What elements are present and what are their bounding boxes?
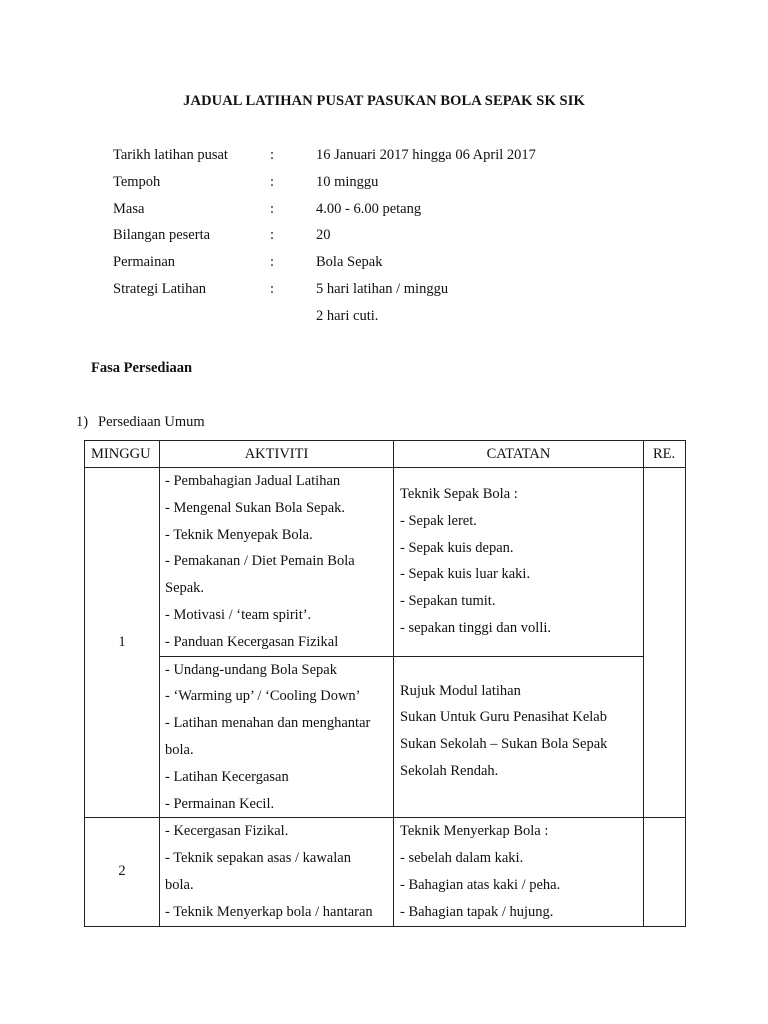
week-cell: 1 [85,468,160,818]
table-header-row [85,441,686,468]
note-line: Sukan Sekolah – Sukan Bola Sepak [400,736,608,753]
info-value: 16 Januari 2017 hingga 06 April 2017 [316,147,536,163]
notes-cell [394,468,644,657]
document-title: JADUAL LATIHAN PUSAT PASUKAN BOLA SEPAK SK SIK [183,93,585,109]
note-line: - Bahagian atas kaki / peha. [400,876,561,893]
note-line: - Sepakan tumit. [400,593,496,610]
note-line: - Sepak kuis luar kaki. [400,566,531,583]
note-line: Teknik Menyerkap Bola : [400,823,549,840]
info-value: 10 minggu [316,173,379,190]
info-value: 2 hari cuti. [316,307,379,324]
activity-line: - Mengenal Sukan Bola Sepak. [165,499,346,516]
section-heading: Fasa Persediaan [91,360,193,376]
activity-line: - Undang-undang Bola Sepak [165,661,337,678]
note-line: - sebelah dalam kaki. [400,850,524,867]
table-row [85,818,686,926]
activity-line: - Pembahagian Jadual Latihan [165,473,341,489]
activity-line: - Latihan menahan dan menghantar [165,715,371,732]
activity-line: Sepak. [165,580,205,597]
week-cell: 2 [85,818,160,926]
info-value: 5 hari latihan / minggu [316,280,449,297]
note-line: - sepakan tinggi dan volli. [400,619,552,636]
remarks-cell [644,818,686,926]
activity-line: bola. [165,876,194,893]
note-line: Rujuk Modul latihan [400,682,521,699]
header-aktiviti: AKTIVITI [160,441,394,468]
activities-cell [160,656,394,818]
activity-line: - Kecergasan Fizikal. [165,823,289,840]
sub-heading-text: Persediaan Umum [98,414,205,430]
activities-cell [160,818,394,926]
remarks-cell [644,468,686,818]
info-colon: : [270,200,275,217]
info-value: 20 [316,227,331,244]
info-colon: : [270,227,275,244]
activity-line: - Teknik sepakan asas / kawalan [165,850,351,867]
sub-heading-number: 1) [76,414,89,430]
notes-cell [394,818,644,926]
note-line: Sukan Untuk Guru Penasihat Kelab [400,709,607,726]
activity-line: - Panduan Kecergasan Fizikal [165,633,339,650]
note-line: - Sepak leret. [400,512,477,529]
table-row [85,656,686,818]
info-label: Permainan [113,254,176,271]
note-line: Teknik Sepak Bola : [400,486,518,502]
info-label: Bilangan peserta [113,227,211,244]
activity-line: - Motivasi / ‘team spirit’. [165,606,312,623]
activity-line: - Teknik Menyepak Bola. [165,526,313,543]
note-line: - Sepak kuis depan. [400,539,514,556]
note-line: - Bahagian tapak / hujung. [400,903,554,920]
info-label: Masa [113,200,145,217]
header-catatan: CATATAN [394,441,644,468]
activity-line: - Permainan Kecil. [165,795,275,812]
activity-line: - ‘Warming up’ / ‘Cooling Down’ [165,688,361,705]
info-colon: : [270,280,275,297]
table-row [85,468,686,657]
notes-cell [394,656,644,818]
activity-line: - Latihan Kecergasan [165,768,289,785]
info-label: Strategi Latihan [113,280,207,297]
info-label: Tarikh latihan pusat [113,147,228,163]
info-colon: : [270,173,275,190]
info-value: 4.00 - 6.00 petang [316,200,422,217]
activity-line: bola. [165,741,194,758]
header-re: RE. [644,441,686,468]
sub-heading [76,414,205,431]
activities-cell [160,468,394,657]
info-colon: : [270,254,275,271]
header-minggu: MINGGU [85,441,160,468]
info-label: Tempoh [113,173,161,190]
note-line: Sekolah Rendah. [400,762,499,779]
activity-line: - Pemakanan / Diet Pemain Bola [165,553,355,570]
info-colon: : [270,147,275,163]
info-value: Bola Sepak [316,254,383,271]
activity-line: - Teknik Menyerkap bola / hantaran [165,903,373,920]
training-table [84,440,686,927]
